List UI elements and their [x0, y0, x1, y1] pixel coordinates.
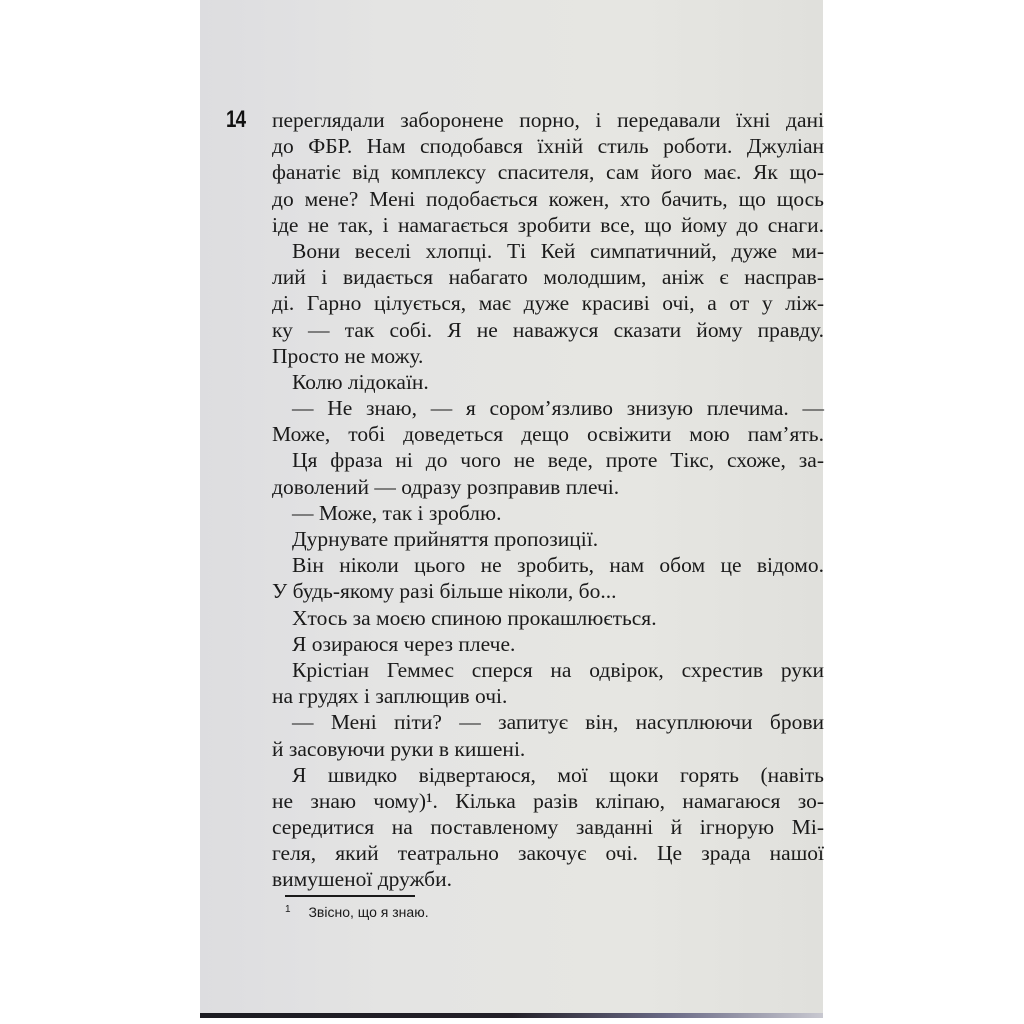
text-line: лий і видається набагато молодшим, аніж є насправ- — [272, 265, 824, 290]
footnote — [285, 904, 429, 920]
text-line: й засовуючи руки в кишені. — [272, 736, 526, 761]
text-line: Крістіан Геммес сперся на одвірок, схрестив руки — [292, 657, 824, 682]
text-line: фанатіє від комплексу спасителя, сам його має. Як що- — [272, 160, 824, 185]
text-line: Він ніколи цього не зробить, нам обом це відомо. — [292, 553, 824, 578]
footnote-divider — [285, 895, 415, 897]
body-text — [272, 107, 824, 893]
text-line: Може, тобі доведеться дещо освіжити мою пам’ять. — [272, 422, 824, 447]
text-line: Я озираюся через плече. — [292, 631, 516, 656]
text-line: Колю лідокаїн. — [292, 369, 429, 394]
text-line: ді. Гарно цілується, має дуже красиві очі, а от у ліж- — [272, 291, 824, 316]
footnote-text: Звісно, що я знаю. — [308, 904, 429, 920]
text-line: геля, який театрально закочує очі. Це зрада нашої — [272, 841, 824, 866]
text-line: Просто не можу. — [272, 343, 424, 368]
text-line: У будь-якому разі більше ніколи, бо... — [272, 579, 617, 604]
page-bottom-edge — [200, 1013, 823, 1018]
text-line: до мене? Мені подобається кожен, хто бачить, що щось — [272, 186, 824, 211]
text-line: доволений — одразу розправив плечі. — [272, 474, 620, 499]
text-line: переглядали заборонене порно, і передавали їхні дані — [272, 108, 824, 132]
text-line: Ця фраза ні до чого не веде, проте Тікс, схоже, за- — [292, 448, 824, 473]
text-line: на грудях і заплющив очі. — [272, 684, 508, 709]
text-line: до ФБР. Нам сподобався їхній стиль роботи. Джуліан — [272, 134, 824, 159]
text-line: вимушеної дружби. — [272, 867, 452, 892]
text-line: середитися на поставленому завданні й ігнорую Мі- — [272, 815, 824, 840]
text-line: іде не так, і намагається зробити все, що йому до снаги. — [272, 212, 824, 237]
text-line: Вони веселі хлопці. Ті Кей симпатичний, дуже ми- — [292, 238, 824, 263]
text-line: — Не знаю, — я сором’язливо знизую плечима. — — [292, 396, 824, 421]
footnote-marker: 1 — [285, 904, 291, 915]
text-line: — Може, так і зроблю. — [292, 500, 502, 525]
text-line: Хтось за моєю спиною прокашлюється. — [292, 605, 657, 630]
text-line: Дурнувате прийняття пропозиції. — [292, 527, 599, 551]
text-line: не знаю чому)¹. Кілька разів кліпаю, намагаюся зо- — [272, 788, 824, 813]
text-line: — Мені піти? — запитує він, насуплюючи брови — [292, 710, 824, 735]
text-line: ку — так собі. Я не наважуся сказати йому правду. — [272, 317, 824, 342]
text-line: Я швидко відвертаюся, мої щоки горять (навіть — [292, 762, 824, 787]
page-number: 14 — [226, 106, 246, 133]
